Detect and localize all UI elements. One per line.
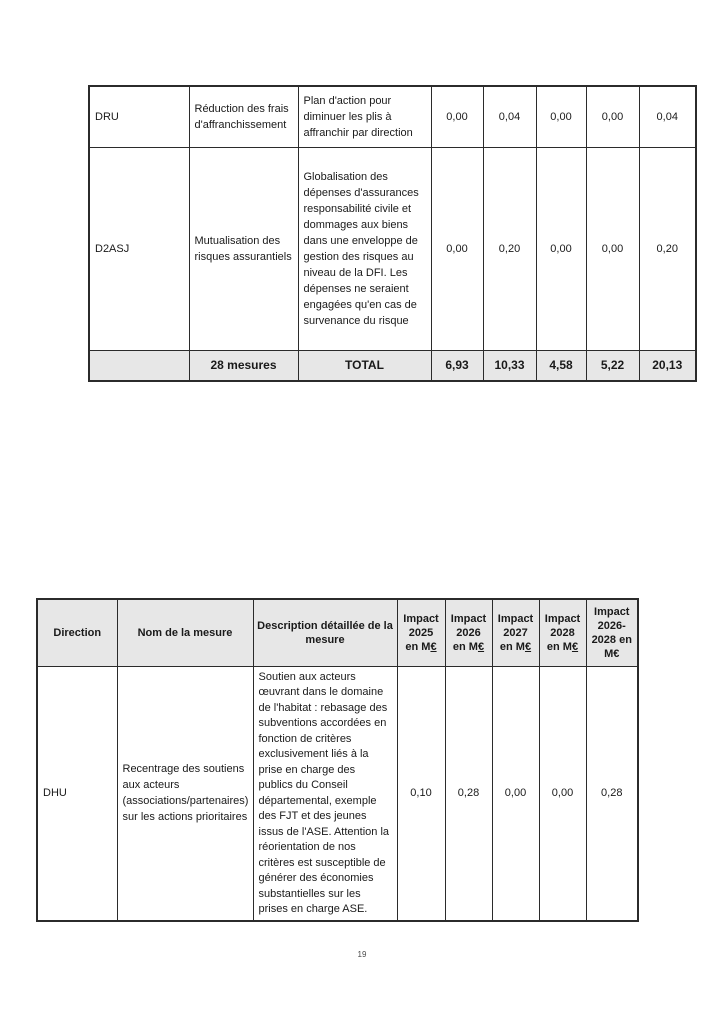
total-impact-2025: 6,93 [431,350,483,381]
header-line: en M€ [452,640,485,653]
header-line: en M€ [499,640,532,653]
impact-2026-value: 0,04 [483,86,536,147]
measure-description-cell: Soutien aux acteurs œuvrant dans le domaine de l'habitat : rebasage des subventions accordées en fonction de critères exclusivement liés à la prise en charge des publics du Conseil départemental, exemple des FJT et des jeunes issus de l'ASE. Attention la réorientation de nos critères est susceptible de générer des économies substantielles sur les prises en charge ASE. [253,666,397,921]
impact-2027-value: 0,00 [536,86,586,147]
header-line: Impact [450,612,487,625]
direction-cell: DRU [89,86,189,147]
column-header-impact-2027 [492,599,539,666]
header-line: Impact [497,612,534,625]
impact-2025-value: 0,00 [431,147,483,350]
header-line: Impact [403,612,439,625]
measures-count-cell: 28 mesures [189,350,298,381]
table-row-dhu [37,666,638,921]
total-impact-2027: 4,58 [536,350,586,381]
table-row-dru [89,86,696,147]
measures-table-continued [88,85,697,382]
table-total-row [89,350,696,381]
table-header-row [37,599,638,666]
column-header-description: Description détaillée de la mesure [253,599,397,666]
page-number: 19 [357,950,367,959]
impact-2028-value: 0,00 [586,86,639,147]
euro-symbol: € [571,640,579,653]
impact-2028-value: 0,00 [586,147,639,350]
total-impact-2026: 10,33 [483,350,536,381]
header-line: Impact [544,612,581,625]
header-line: en M€ [546,640,579,653]
column-header-impact-2026 [445,599,492,666]
impact-2028-value: 0,00 [539,666,586,921]
column-header-measure-name: Nom de la mesure [117,599,253,666]
measure-description-cell: Globalisation des dépenses d'assurances responsabilité civile et dommages aux biens dans une enveloppe de gestion des risques au niveau de la DFI. Les dépenses ne seraient engagées qu'en cas de survenance du risque [298,147,431,350]
impact-total-value: 0,04 [639,86,696,147]
impact-2025-value: 0,00 [431,86,483,147]
measure-name-cell: Mutualisation des risques assurantiels [189,147,298,350]
impact-2025-value: 0,10 [397,666,445,921]
direction-cell: D2ASJ [89,147,189,350]
impact-2026-value: 0,20 [483,147,536,350]
impact-2027-value: 0,00 [536,147,586,350]
column-header-impact-2026-2028: Impact 2026-2028 en M€ [586,599,638,666]
column-header-impact-2025 [397,599,445,666]
empty-cell [89,350,189,381]
impact-total-value: 0,20 [639,147,696,350]
impact-2027-value: 0,00 [492,666,539,921]
euro-symbol: € [477,640,485,653]
direction-cell: DHU [37,666,117,921]
header-line: 2028 [550,626,575,639]
measure-description-cell: Plan d'action pour diminuer les plis à affranchir par direction [298,86,431,147]
measures-table [36,598,639,922]
total-impact-2028: 5,22 [586,350,639,381]
measure-name-cell: Recentrage des soutiens aux acteurs (associations/partenaires) sur les actions prioritaires [117,666,253,921]
header-line: 2027 [503,626,528,639]
euro-symbol: € [430,640,437,653]
table-row-d2asj [89,147,696,350]
header-line: 2026 [456,626,481,639]
column-header-direction: Direction [37,599,117,666]
impact-total-value: 0,28 [586,666,638,921]
column-header-impact-2028 [539,599,586,666]
total-label-cell: TOTAL [298,350,431,381]
impact-2026-value: 0,28 [445,666,492,921]
header-line: en M€ [405,640,437,653]
total-impact-sum: 20,13 [639,350,696,381]
measure-name-cell: Réduction des frais d'affranchissement [189,86,298,147]
euro-symbol: € [524,640,532,653]
header-line: 2025 [408,626,434,639]
